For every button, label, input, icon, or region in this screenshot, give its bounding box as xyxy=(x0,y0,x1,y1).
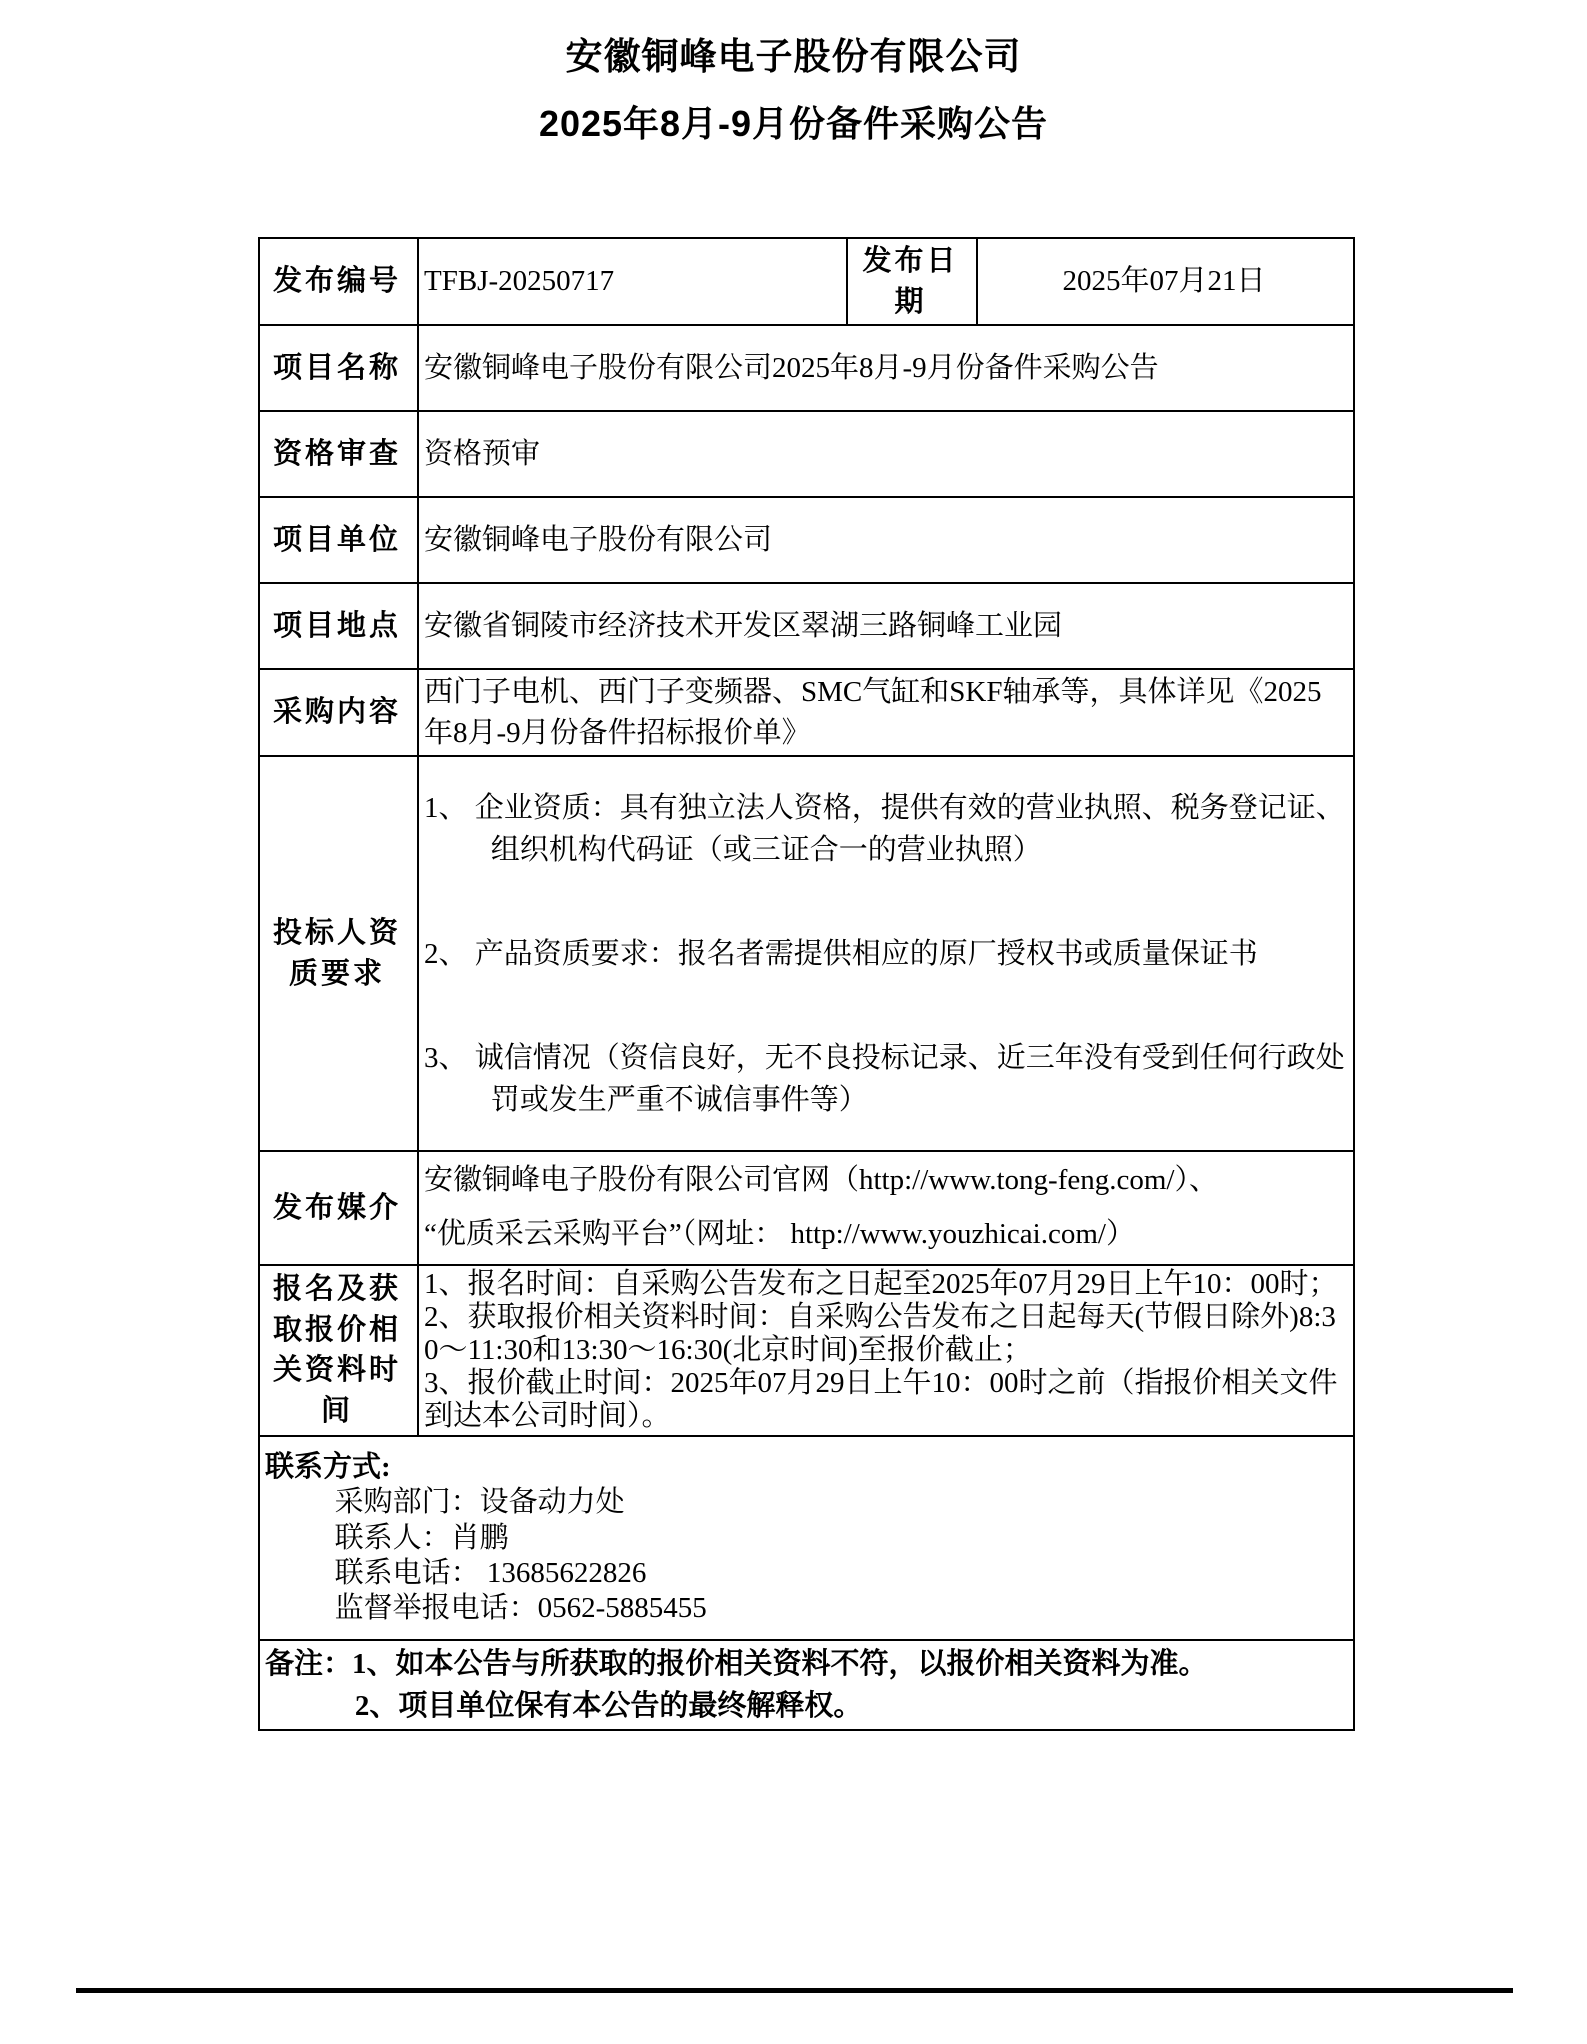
table-row-project-unit xyxy=(259,497,1354,583)
page-footer-rule xyxy=(76,1988,1513,1993)
table-row-project-location xyxy=(259,583,1354,669)
label-publication-media: 发布媒介 xyxy=(259,1151,418,1264)
table-row-bidder-qualifications xyxy=(259,756,1354,1151)
schedule-item: 1、报名时间：自采购公告发布之日起至2025年07月29日上午10：00时； xyxy=(424,1267,1338,1300)
label-publication-date: 发布日期 xyxy=(847,238,977,325)
media-line-company-site: 安徽铜峰电子股份有限公司官网（http://www.tong-feng.com/）、 xyxy=(424,1164,1218,1197)
document-title: 安徽铜峰电子股份有限公司 xyxy=(565,36,1022,77)
contact-person: 联系人：肖鹏 xyxy=(334,1521,509,1554)
contact-block xyxy=(259,1436,1354,1640)
value-publication-date: 2025年07月21日 xyxy=(977,238,1354,325)
remarks-text-1: 1、如本公告与所获取的报价相关资料不符，以报价相关资料为准。 xyxy=(352,1647,1208,1680)
table-row-schedule xyxy=(259,1265,1354,1436)
value-publication-number: TFBJ-20250717 xyxy=(418,238,847,325)
table-row-procurement-content xyxy=(259,669,1354,756)
schedule-item: 2、获取报价相关资料时间：自采购公告发布之日起每天(节假日除外)8:30～11:30和13:30～16:30(北京时间)至报价截止； xyxy=(424,1300,1336,1366)
label-qualification-review: 资格审查 xyxy=(259,411,418,497)
label-project-unit: 项目单位 xyxy=(259,497,418,583)
qualification-item: 2、 产品资质要求：报名者需提供相应的原厂授权书或质量保证书 xyxy=(424,937,1258,970)
table-row-qualification-review xyxy=(259,411,1354,497)
document-subtitle: 2025年8月-9月份备件采购公告 xyxy=(538,103,1049,144)
table-row-contact xyxy=(259,1436,1354,1640)
value-qualification-review: 资格预审 xyxy=(418,411,1354,497)
table-row-publication xyxy=(259,238,1354,325)
remarks-prefix: 备注： xyxy=(265,1647,353,1680)
value-bidder-qualifications xyxy=(418,756,1354,1151)
label-procurement-content: 采购内容 xyxy=(259,669,418,756)
value-project-location: 安徽省铜陵市经济技术开发区翠湖三路铜峰工业园 xyxy=(418,583,1354,669)
value-procurement-content: 西门子电机、西门子变频器、SMC气缸和SKF轴承等，具体详见《2025年8月-9月份备件招标报价单》 xyxy=(418,669,1354,756)
contact-supervision-phone: 监督举报电话：0562-5885455 xyxy=(334,1592,707,1625)
label-bidder-qualifications: 投标人资质要求 xyxy=(259,756,418,1151)
label-publication-number: 发布编号 xyxy=(259,238,418,325)
label-project-location: 项目地点 xyxy=(259,583,418,669)
schedule-item: 3、报价截止时间：2025年07月29日上午10：00时之前（指报价相关文件到达本公司时间）。 xyxy=(424,1366,1338,1432)
label-project-name: 项目名称 xyxy=(259,325,418,411)
contact-department: 采购部门：设备动力处 xyxy=(334,1486,625,1519)
contact-phone: 联系电话： 13685622826 xyxy=(334,1557,647,1590)
qualification-item: 1、 企业资质：具有独立法人资格，提供有效的营业执照、税务登记证、组织机构代码证（或三证合一的营业执照） xyxy=(424,791,1345,866)
remarks-item-2: 2、项目单位保有本公告的最终解释权。 xyxy=(354,1689,863,1722)
media-line-platform-site: “优质采云采购平台”（网址： http://www.youzhicai.com/） xyxy=(424,1218,1135,1251)
contact-heading: 联系方式: xyxy=(265,1451,391,1484)
table-row-remarks xyxy=(259,1640,1354,1730)
value-project-name: 安徽铜峰电子股份有限公司2025年8月-9月份备件采购公告 xyxy=(418,325,1354,411)
procurement-notice-table xyxy=(258,237,1355,1731)
qualification-item: 3、 诚信情况（资信良好，无不良投标记录、近三年没有受到任何行政处罚或发生严重不诚信事件等） xyxy=(424,1041,1345,1116)
remarks-block xyxy=(259,1640,1354,1730)
value-project-unit: 安徽铜峰电子股份有限公司 xyxy=(418,497,1354,583)
table-row-project-name xyxy=(259,325,1354,411)
table-row-publication-media xyxy=(259,1151,1354,1264)
value-publication-media xyxy=(418,1151,1354,1264)
value-schedule xyxy=(418,1265,1354,1436)
remarks-item-1 xyxy=(265,1643,1345,1685)
label-schedule: 报名及获取报价相关资料时间 xyxy=(259,1265,418,1436)
